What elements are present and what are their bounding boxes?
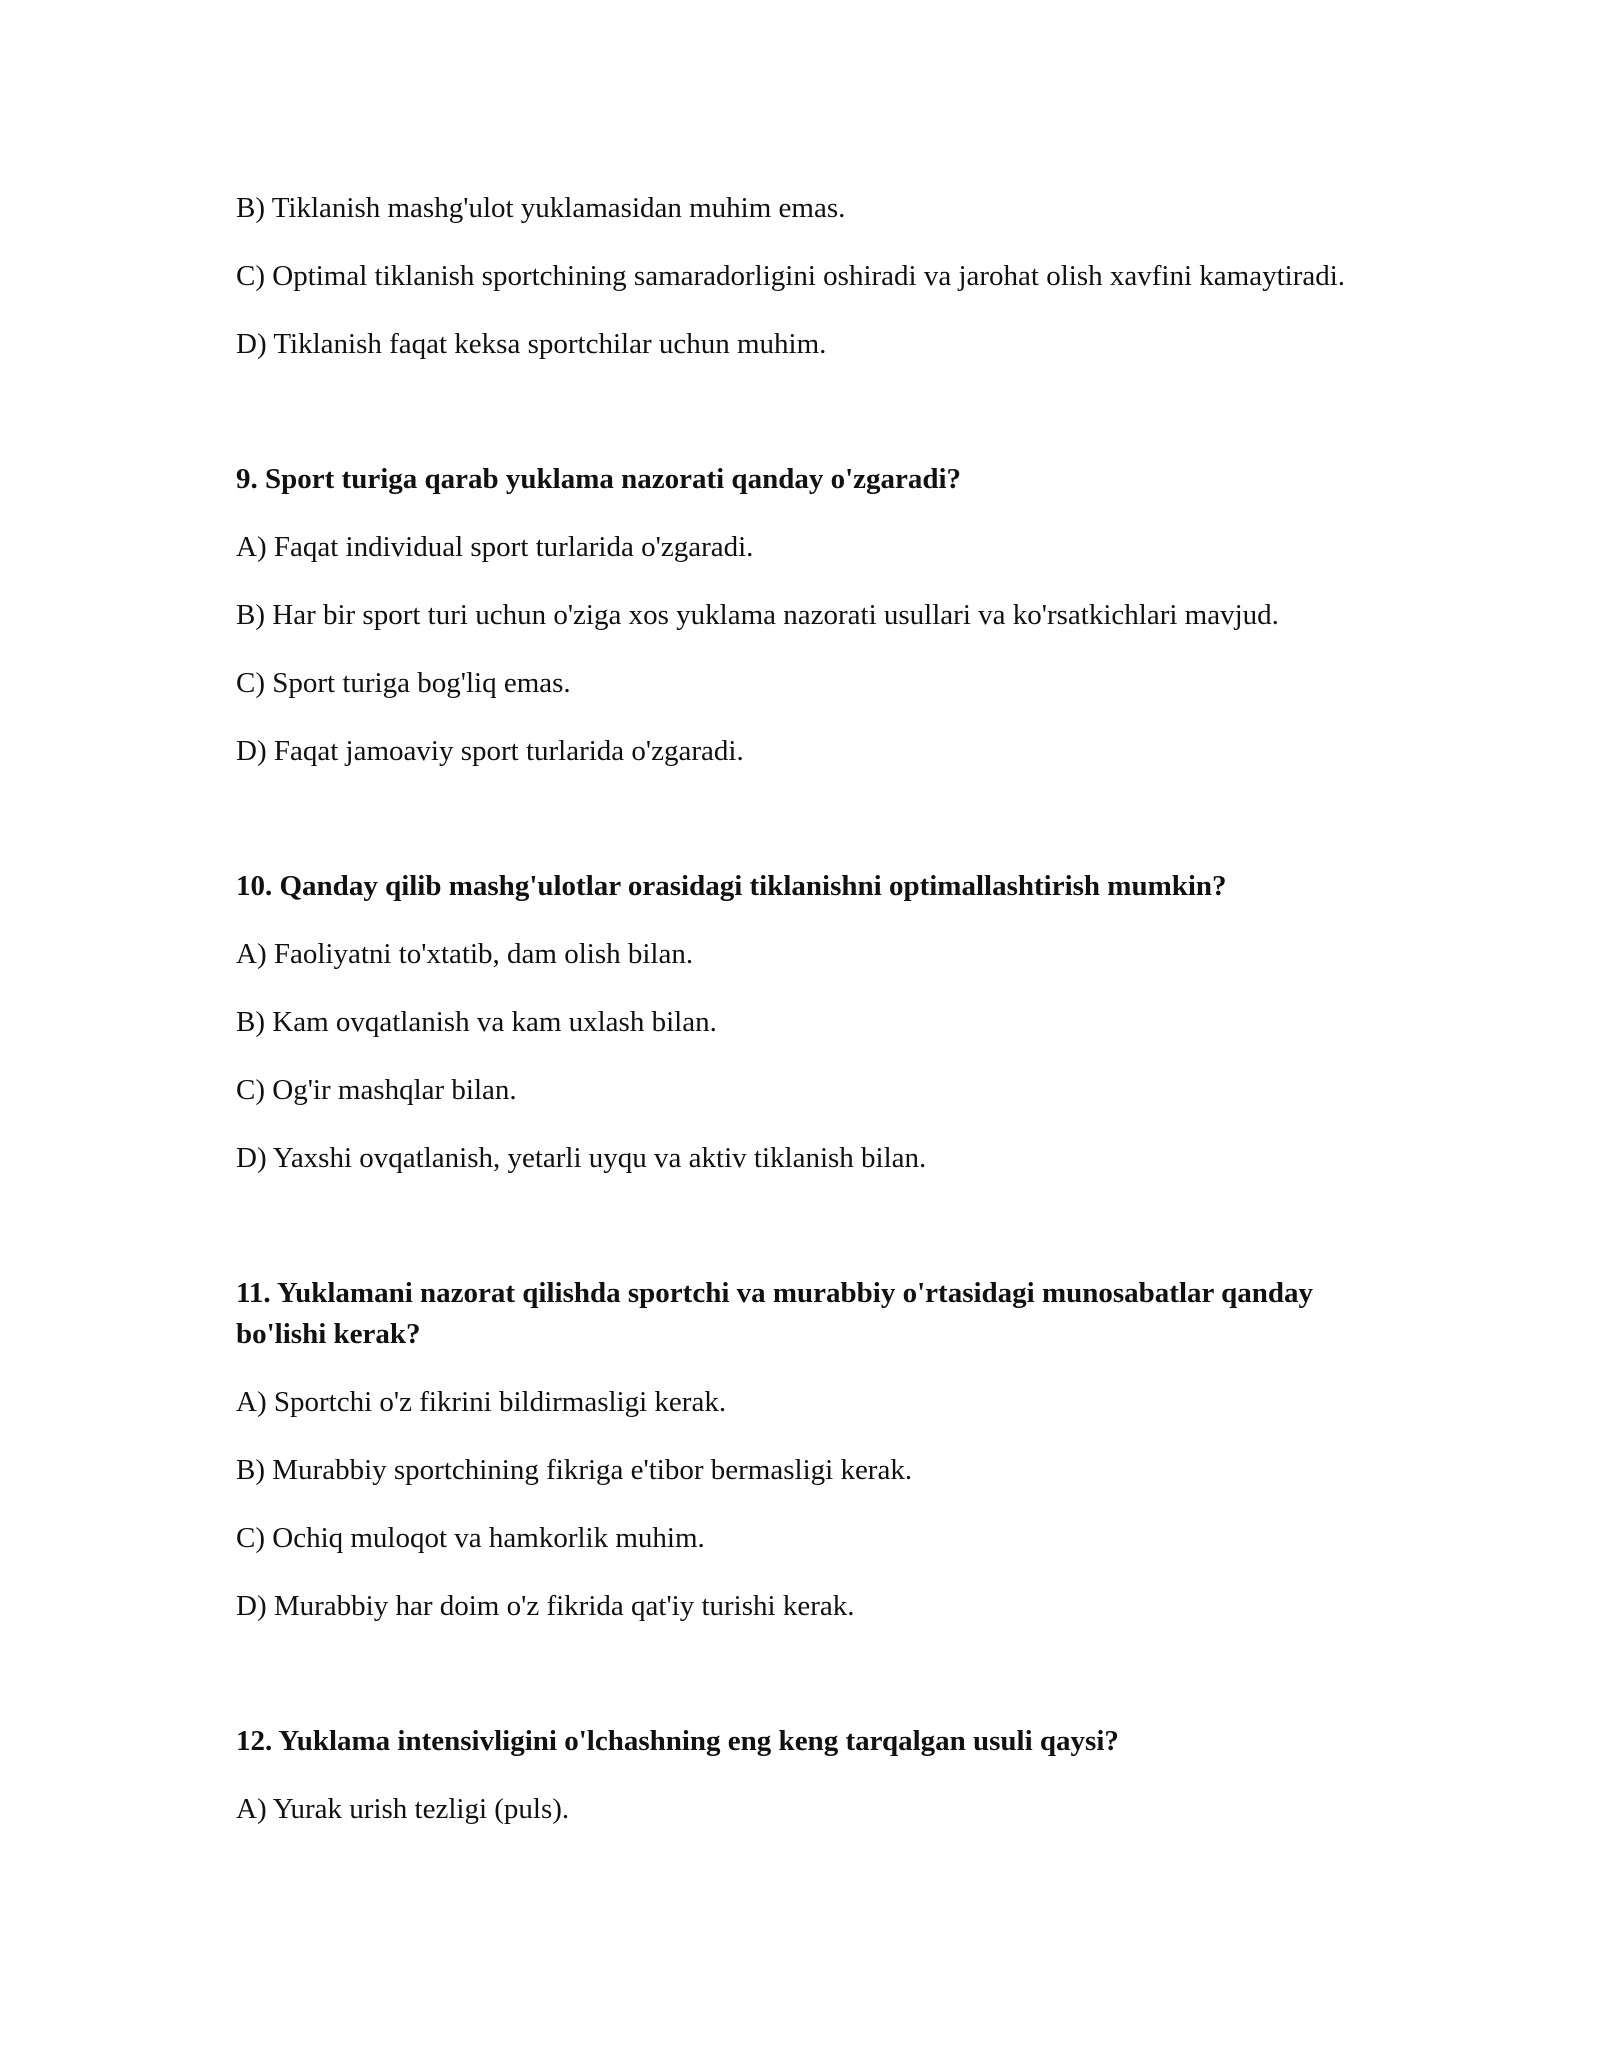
question-12-title: 12. Yuklama intensivligini o'lchashning eng keng tarqalgan usuli qaysi? <box>236 1725 1119 1757</box>
question-9-title: 9. Sport turiga qarab yuklama nazorati qanday o'zgaradi? <box>236 463 962 495</box>
option-11-d: D) Murabbiy har doim o'z fikrida qat'iy turishi kerak. <box>236 1590 855 1622</box>
question-9 <box>236 459 1386 772</box>
question-12 <box>236 1721 1386 1830</box>
option-8-c: C) Optimal tiklanish sportchining samaradorligini oshiradi va jarohat olish xavfini kamaytiradi. <box>236 260 1346 292</box>
question-11 <box>236 1273 1386 1627</box>
option-10-b: B) Kam ovqatlanish va kam uxlash bilan. <box>236 1006 717 1038</box>
option-9-d: D) Faqat jamoaviy sport turlarida o'zgaradi. <box>236 735 744 767</box>
option-10-a: A) Faoliyatni to'xtatib, dam olish bilan. <box>236 938 694 970</box>
question-10-title: 10. Qanday qilib mashg'ulotlar orasidagi tiklanishni optimallashtirish mumkin? <box>236 870 1227 902</box>
document-content <box>236 188 1386 1857</box>
option-9-c: C) Sport turiga bog'liq emas. <box>236 667 571 699</box>
option-10-c: C) Og'ir mashqlar bilan. <box>236 1074 517 1106</box>
option-11-b: B) Murabbiy sportchining fikriga e'tibor bermasligi kerak. <box>236 1454 913 1486</box>
option-11-c: C) Ochiq muloqot va hamkorlik muhim. <box>236 1522 705 1554</box>
question-11-title: 11. Yuklamani nazorat qilishda sportchi va murabbiy o'rtasidagi munosabatlar qanday bo'lishi kerak? <box>236 1277 1313 1350</box>
option-9-b: B) Har bir sport turi uchun o'ziga xos yuklama nazorati usullari va ko'rsatkichlari mavjud. <box>236 599 1279 631</box>
option-9-a: A) Faqat individual sport turlarida o'zgaradi. <box>236 531 754 563</box>
option-8-b: B) Tiklanish mashg'ulot yuklamasidan muhim emas. <box>236 192 846 224</box>
question-8-continued <box>236 188 1386 365</box>
option-11-a: A) Sportchi o'z fikrini bildirmasligi kerak. <box>236 1386 727 1418</box>
option-12-a: A) Yurak urish tezligi (puls). <box>236 1793 570 1825</box>
option-10-d: D) Yaxshi ovqatlanish, yetarli uyqu va aktiv tiklanish bilan. <box>236 1142 927 1174</box>
option-8-d: D) Tiklanish faqat keksa sportchilar uchun muhim. <box>236 328 827 360</box>
question-10 <box>236 866 1386 1179</box>
